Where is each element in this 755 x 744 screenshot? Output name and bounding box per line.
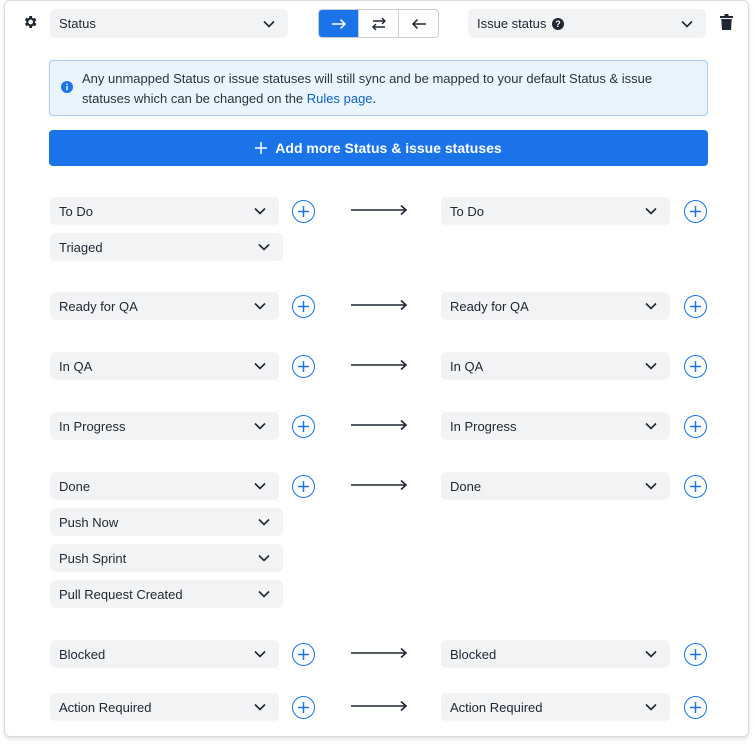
- plus-icon: [298, 361, 309, 372]
- left-status-value: Push Now: [59, 514, 119, 530]
- plus-icon: [298, 421, 309, 432]
- direction-one-way-left-button[interactable]: [399, 10, 438, 37]
- chevron-down-icon: [253, 204, 267, 218]
- chevron-down-icon: [680, 17, 694, 31]
- right-status-select[interactable]: [441, 352, 670, 380]
- add-left-status-button[interactable]: [292, 475, 315, 498]
- add-right-status-button[interactable]: [684, 696, 707, 719]
- right-status-value: In QA: [450, 358, 484, 374]
- arrows-swap-icon: [371, 17, 387, 31]
- left-status-select[interactable]: [50, 472, 279, 500]
- mapping-arrow-icon: [350, 479, 408, 491]
- right-status-select[interactable]: [441, 640, 670, 668]
- sync-mapping-card: [4, 0, 749, 737]
- info-text: Any unmapped Status or issue statuses will still sync and be mapped to your default Status & issue statuses which can be changed on the: [82, 71, 653, 106]
- plus-icon: [298, 649, 309, 660]
- add-right-status-button[interactable]: [684, 643, 707, 666]
- chevron-down-icon: [257, 515, 271, 529]
- left-entity-select[interactable]: [50, 9, 288, 38]
- plus-icon: [298, 206, 309, 217]
- add-more-statuses-label: Add more Status & issue statuses: [275, 140, 502, 156]
- chevron-down-icon: [644, 479, 658, 493]
- add-left-status-button[interactable]: [292, 696, 315, 719]
- add-left-status-button[interactable]: [292, 295, 315, 318]
- arrow-left-icon: [411, 18, 427, 30]
- plus-icon: [255, 142, 267, 154]
- right-status-select[interactable]: [441, 197, 670, 225]
- left-status-select[interactable]: [50, 544, 283, 572]
- left-status-select[interactable]: [50, 693, 279, 721]
- right-entity-select-value: Issue status: [477, 16, 547, 31]
- chevron-down-icon: [253, 359, 267, 373]
- right-status-select[interactable]: [441, 412, 670, 440]
- chevron-down-icon: [257, 587, 271, 601]
- add-left-status-button[interactable]: [292, 643, 315, 666]
- right-status-select[interactable]: [441, 472, 670, 500]
- chevron-down-icon: [253, 479, 267, 493]
- left-status-select[interactable]: [50, 508, 283, 536]
- trash-icon[interactable]: [720, 14, 734, 32]
- plus-icon: [690, 649, 701, 660]
- arrow-right-icon: [331, 18, 347, 30]
- right-entity-select[interactable]: [468, 9, 706, 38]
- add-right-status-button[interactable]: [684, 295, 707, 318]
- left-status-select[interactable]: [50, 580, 283, 608]
- plus-icon: [298, 702, 309, 713]
- chevron-down-icon: [644, 204, 658, 218]
- right-status-select[interactable]: [441, 693, 670, 721]
- right-status-value: Done: [450, 478, 482, 494]
- left-status-value: Done: [59, 478, 91, 494]
- add-right-status-button[interactable]: [684, 415, 707, 438]
- direction-one-way-right-button[interactable]: [319, 10, 359, 37]
- add-right-status-button[interactable]: [684, 355, 707, 378]
- right-status-value: To Do: [450, 203, 484, 219]
- left-status-value: Triaged: [59, 239, 103, 255]
- right-status-value: In Progress: [450, 418, 517, 434]
- left-status-value: Pull Request Created: [59, 586, 183, 602]
- plus-icon: [690, 702, 701, 713]
- chevron-down-icon: [644, 647, 658, 661]
- add-left-status-button[interactable]: [292, 355, 315, 378]
- plus-icon: [690, 301, 701, 312]
- right-status-select[interactable]: [441, 292, 670, 320]
- mapping-arrow-icon: [350, 647, 408, 659]
- chevron-down-icon: [253, 700, 267, 714]
- left-status-select[interactable]: [50, 197, 279, 225]
- add-right-status-button[interactable]: [684, 200, 707, 223]
- left-status-select[interactable]: [50, 352, 279, 380]
- left-status-value: Push Sprint: [59, 550, 127, 566]
- info-suffix: .: [372, 91, 377, 106]
- mapping-arrow-icon: [350, 204, 408, 216]
- left-status-value: Action Required: [59, 699, 152, 715]
- plus-icon: [298, 301, 309, 312]
- left-status-value: Ready for QA: [59, 298, 138, 314]
- rules-page-link[interactable]: Rules page: [306, 91, 373, 106]
- left-status-value: In Progress: [59, 418, 126, 434]
- direction-two-way-button[interactable]: [359, 10, 399, 37]
- chevron-down-icon: [253, 299, 267, 313]
- mapping-arrow-icon: [350, 700, 408, 712]
- info-banner: [49, 60, 708, 116]
- svg-text:?: ?: [555, 18, 562, 29]
- sync-direction-group: [318, 9, 439, 38]
- chevron-down-icon: [253, 647, 267, 661]
- plus-icon: [690, 206, 701, 217]
- left-entity-select-value: Status: [59, 16, 96, 31]
- left-status-select[interactable]: [50, 292, 279, 320]
- chevron-down-icon: [644, 419, 658, 433]
- plus-icon: [690, 421, 701, 432]
- right-status-value: Action Required: [450, 699, 543, 715]
- mapping-arrow-icon: [350, 299, 408, 311]
- plus-icon: [690, 361, 701, 372]
- right-status-value: Blocked: [450, 646, 497, 662]
- chevron-down-icon: [257, 551, 271, 565]
- chevron-down-icon: [257, 240, 271, 254]
- add-left-status-button[interactable]: [292, 415, 315, 438]
- left-status-select[interactable]: [50, 640, 279, 668]
- chevron-down-icon: [253, 419, 267, 433]
- add-more-statuses-button[interactable]: [49, 130, 708, 166]
- left-status-value: Blocked: [59, 646, 106, 662]
- left-status-select[interactable]: [50, 233, 283, 261]
- add-left-status-button[interactable]: [292, 200, 315, 223]
- info-message: [82, 69, 702, 109]
- gear-icon[interactable]: [22, 14, 40, 32]
- right-status-value: Ready for QA: [450, 298, 529, 314]
- add-right-status-button[interactable]: [684, 475, 707, 498]
- chevron-down-icon: [644, 700, 658, 714]
- help-icon[interactable]: [552, 18, 564, 30]
- plus-icon: [690, 481, 701, 492]
- chevron-down-icon: [262, 17, 276, 31]
- chevron-down-icon: [644, 359, 658, 373]
- left-status-value: In QA: [59, 358, 93, 374]
- left-status-select[interactable]: [50, 412, 279, 440]
- chevron-down-icon: [644, 299, 658, 313]
- left-status-value: To Do: [59, 203, 93, 219]
- info-icon: [61, 81, 73, 93]
- mapping-arrow-icon: [350, 359, 408, 371]
- mapping-arrow-icon: [350, 419, 408, 431]
- plus-icon: [298, 481, 309, 492]
